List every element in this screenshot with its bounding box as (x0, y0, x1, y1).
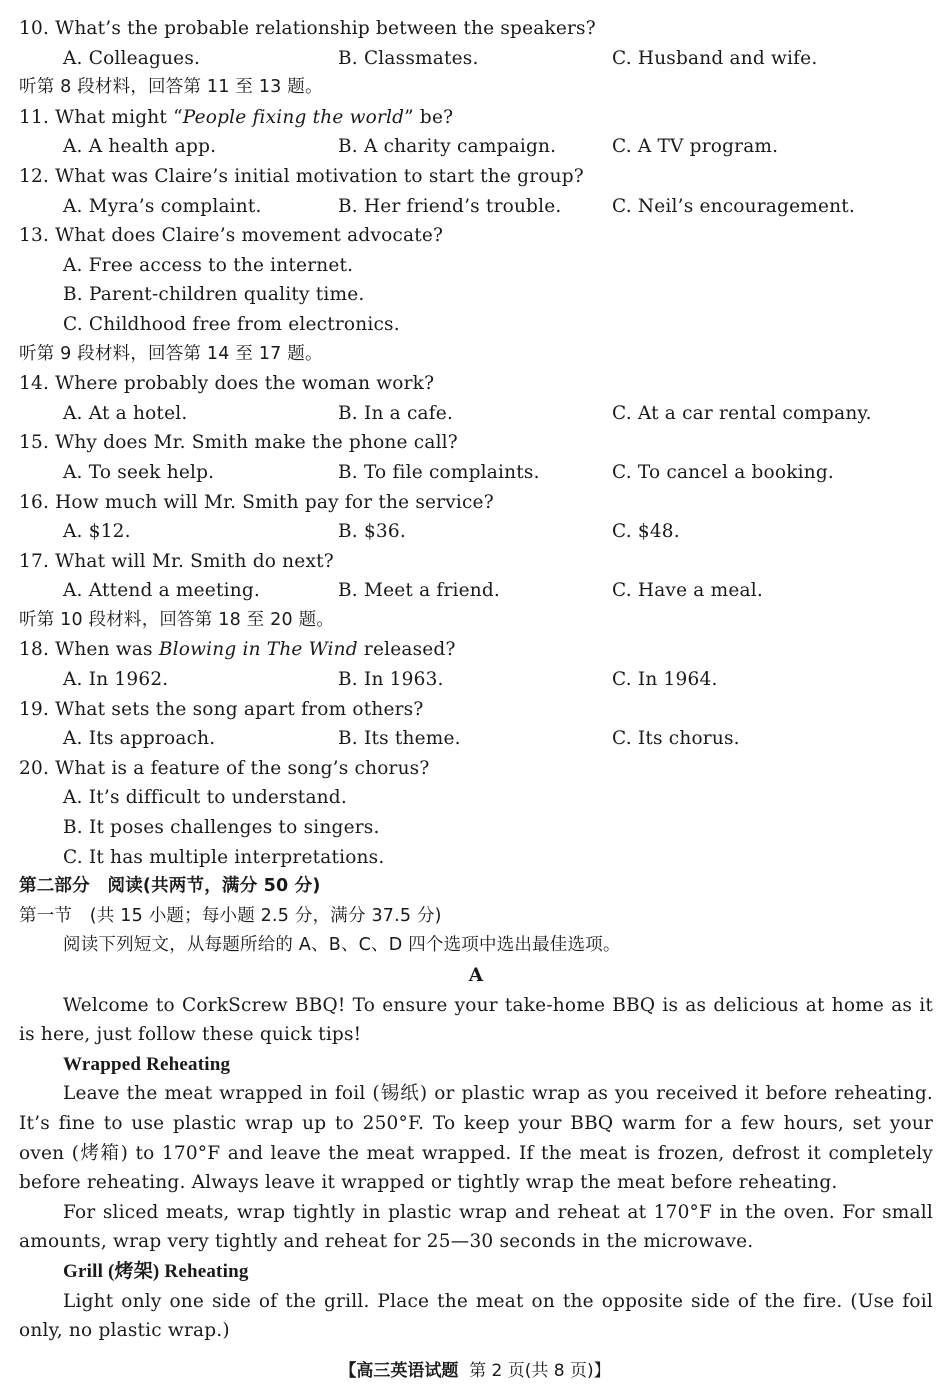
question-17-options (19, 576, 933, 606)
option-a: A. Colleagues. (63, 47, 201, 69)
option-a: A. Myra’s complaint. (63, 195, 262, 217)
option-a: A. To seek help. (63, 461, 215, 483)
question-10: 10. What’s the probable relationship between the speakers? (19, 18, 596, 39)
question-18: 18. When was Blowing in The Wind released? (19, 639, 456, 661)
question-14: 14. Where probably does the woman work? (19, 373, 435, 395)
option-b: B. Meet a friend. (338, 580, 501, 602)
option-c: C. In 1964. (612, 669, 718, 691)
option-c: C. It has multiple interpretations. (63, 846, 385, 868)
section-one-title: 第一节 (共 15 小题；每小题 2.5 分，满分 37.5 分) (19, 905, 442, 926)
option-c: C. Childhood free from electronics. (63, 313, 400, 335)
option-b: B. In 1963. (338, 669, 444, 691)
question-11: 11. What might “People fixing the world” be? (19, 106, 454, 128)
italic-title: People fixing the world (182, 106, 405, 128)
option-b: B. Its theme. (338, 728, 461, 750)
passage-intro: Welcome to CorkScrew BBQ! To ensure your take-home BBQ is as delicious at home as it is here, just follow these quick tips! (19, 994, 933, 1046)
footer-page-number: 第 2 页(共 8 页)】 (469, 1361, 611, 1381)
section-8-instruction: 听第 8 段材料，回答第 11 至 13 题。 (19, 77, 323, 98)
exam-page (19, 14, 933, 1346)
question-12: 12. What was Claire’s initial motivation to start the group? (19, 165, 584, 187)
paragraph-3: Light only one side of the grill. Place the meat on the opposite side of the fire. (Use foil only, no plastic wrap.) (19, 1290, 933, 1342)
reading-instruction: 阅读下列短文，从每题所给的 A、B、C、D 四个选项中选出最佳选项。 (63, 935, 621, 956)
option-b: B. To file complaints. (338, 461, 540, 483)
option-c: C. Its chorus. (612, 728, 740, 750)
passage-label: A (468, 965, 484, 986)
footer-title: 【高三英语试题 (339, 1361, 459, 1381)
paragraph-1: Leave the meat wrapped in foil (锡纸) or plastic wrap as you received it before reheating. It’s fine to use plastic wrap up to 250°F. To keep your BBQ warm for a few hours, set your oven (烤箱) to 170°F and leave the meat wrapped. If the meat is frozen, defrost it completely before reheating. Always leave it wrapped or tightly wrap the meat before reheating. (19, 1083, 933, 1194)
question-15-options (19, 458, 933, 488)
section-10-instruction: 听第 10 段材料，回答第 18 至 20 题。 (19, 609, 334, 630)
passage-a (19, 991, 933, 1346)
question-16: 16. How much will Mr. Smith pay for the service? (19, 491, 494, 513)
option-a: A. Attend a meeting. (63, 580, 260, 602)
paragraph-2: For sliced meats, wrap tightly in plastic wrap and reheat at 170°F in the oven. For small amounts, wrap very tightly and reheat for 25—30 seconds in the microwave. (19, 1201, 933, 1253)
heading-wrapped-reheating: Wrapped Reheating (63, 1053, 231, 1075)
option-c: C. Husband and wife. (612, 47, 818, 69)
question-19: 19. What sets the song apart from others? (19, 698, 424, 720)
question-15: 15. Why does Mr. Smith make the phone call? (19, 432, 458, 454)
option-a: A. $12. (63, 521, 131, 543)
option-c: C. $48. (612, 521, 680, 543)
page-footer (0, 1356, 950, 1381)
question-11-options (19, 132, 933, 162)
option-b: B. Classmates. (338, 47, 479, 69)
question-18-options (19, 665, 933, 695)
question-10-options (19, 44, 933, 74)
option-a: A. Its approach. (63, 728, 216, 750)
option-c: C. Neil’s encouragement. (612, 195, 855, 217)
option-a: A. Free access to the internet. (63, 254, 354, 276)
italic-title: Blowing in The Wind (158, 639, 358, 661)
question-13: 13. What does Claire’s movement advocate? (19, 225, 444, 247)
option-b: B. In a cafe. (338, 402, 454, 424)
question-16-options (19, 517, 933, 547)
option-b: B. A charity campaign. (338, 136, 557, 158)
option-c: C. Have a meal. (612, 580, 763, 602)
option-c: C. At a car rental company. (612, 402, 872, 424)
section-9-instruction: 听第 9 段材料，回答第 14 至 17 题。 (19, 343, 323, 364)
option-b: B. $36. (338, 521, 406, 543)
option-a: A. In 1962. (63, 669, 169, 691)
question-19-options (19, 724, 933, 754)
option-a: A. It’s difficult to understand. (63, 787, 347, 809)
question-17: 17. What will Mr. Smith do next? (19, 550, 334, 572)
option-b: B. Her friend’s trouble. (338, 195, 562, 217)
option-a: A. At a hotel. (63, 402, 188, 424)
option-c: C. To cancel a booking. (612, 461, 834, 483)
part-two-title: 第二部分 阅读(共两节，满分 50 分) (19, 876, 321, 897)
option-b: B. Parent-children quality time. (63, 284, 365, 306)
option-b: B. It poses challenges to singers. (63, 817, 380, 839)
heading-grill-reheating: Grill (烤架) Reheating (63, 1260, 249, 1282)
question-12-options (19, 192, 933, 222)
option-a: A. A health app. (63, 136, 217, 158)
question-14-options (19, 399, 933, 429)
question-20: 20. What is a feature of the song’s chorus? (19, 757, 430, 779)
option-c: C. A TV program. (612, 136, 779, 158)
